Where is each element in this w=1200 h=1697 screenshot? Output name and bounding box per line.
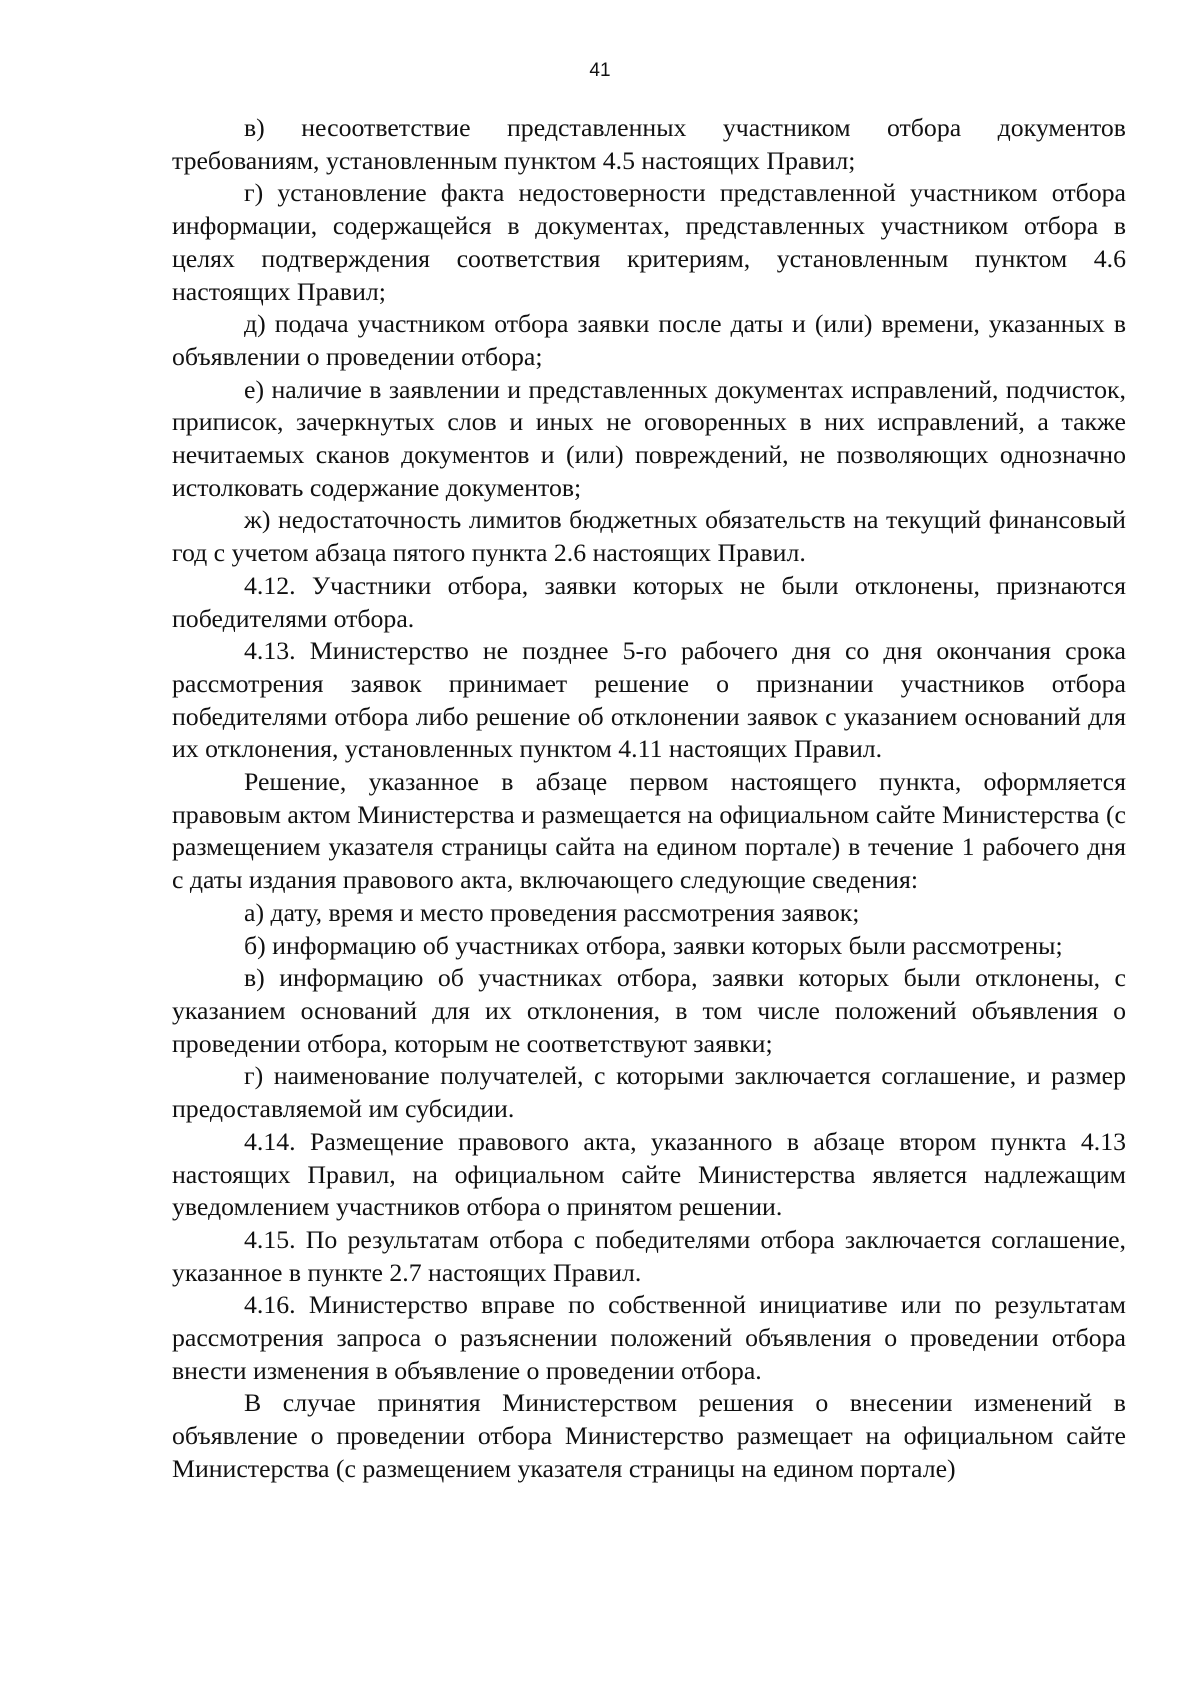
paragraph-4-15: 4.15. По результатам отбора с победителями отбора заключается соглашение, указанное в пункте 2.7 настоящих Правил. xyxy=(172,1224,1126,1287)
paragraph-4-16: 4.16. Министерство вправе по собственной инициативе или по результатам рассмотрения запроса о разъяснении положений объявления о проведении отбора внести изменения в объявление о проведении отбора. xyxy=(172,1290,1126,1385)
paragraph-item-g: г) установление факта недостоверности представленной участником отбора информации, содержащейся в документах, представленных участником отбора в целях подтверждения соответствия критериям, установленным пунктом 4.6 настоящих Правил; xyxy=(172,178,1126,306)
paragraph-4-12: 4.12. Участники отбора, заявки которых не были отклонены, признаются победителями отбора. xyxy=(172,570,1126,633)
paragraph-4-13: 4.13. Министерство не позднее 5-го рабочего дня со дня окончания срока рассмотрения заявок принимает решение о признании участников отбора победителями отбора либо решение об отклонении заявок с указанием оснований для их отклонения, установленных пунктом 4.11 настоящих Правил. xyxy=(172,636,1126,764)
paragraph-4-16-changes: В случае принятия Министерством решения о внесении изменений в объявление о проведении отбора Министерство размещает на официальном сайте Министерства (с размещением указателя страницы на едином портале) xyxy=(172,1388,1126,1483)
paragraph-item-zh: ж) недостаточность лимитов бюджетных обязательств на текущий финансовый год с учетом абзаца пятого пункта 2.6 настоящих Правил. xyxy=(172,505,1126,568)
paragraph-item-v: в) несоответствие представленных участником отбора документов требованиям, установленным пунктом 4.5 настоящих Правил; xyxy=(172,113,1126,175)
paragraph-item-d: д) подача участником отбора заявки после даты и (или) времени, указанных в объявлении о проведении отбора; xyxy=(172,309,1126,371)
paragraph-item-e: е) наличие в заявлении и представленных документах исправлений, подчисток, приписок, зачеркнутых слов и иных не оговоренных в них исправлений, а также нечитаемых сканов документов и (или) повреждений, не позволяющих однозначно истолковать содержание документов; xyxy=(172,374,1126,502)
paragraph-item-g-recipients: г) наименование получателей, с которыми заключается соглашение, и размер предоставляемой им субсидии. xyxy=(172,1061,1126,1124)
paragraph-item-v-rejected: в) информацию об участниках отбора, заявки которых были отклонены, с указанием оснований для их отклонения, в том числе положений объявления о проведении отбора, которым не соответствуют заявки; xyxy=(172,963,1126,1058)
paragraph-4-13-decision: Решение, указанное в абзаце первом настоящего пункта, оформляется правовым актом Министерства и размещается на официальном сайте Министерства (с размещением указателя страницы сайта на едином портале) в течение 1 рабочего дня с даты издания правового акта, включающего следующие сведения: xyxy=(172,767,1126,895)
paragraph-item-b: б) информацию об участниках отбора, заявки которых были рассмотрены; xyxy=(244,930,1063,960)
paragraph-4-14: 4.14. Размещение правового акта, указанного в абзаце втором пункта 4.13 настоящих Правил, на официальном сайте Министерства является надлежащим уведомлением участников отбора о принятом решении. xyxy=(172,1126,1126,1222)
paragraph-item-a: а) дату, время и место проведения рассмотрения заявок; xyxy=(244,897,860,927)
page-number: 41 xyxy=(589,60,611,81)
document-body xyxy=(172,112,1126,1486)
